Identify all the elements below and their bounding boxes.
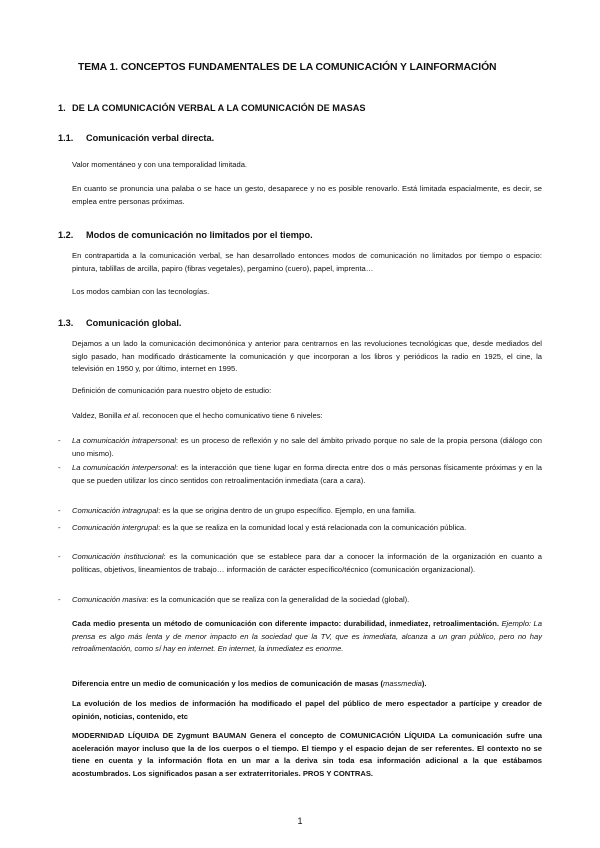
section-1-1-heading (58, 133, 214, 143)
paragraph: Valdez, Bonilla et al. reconocen que el hecho comunicativo tiene 6 niveles: (72, 411, 323, 420)
section-number: 1.2. (58, 230, 74, 240)
paragraph: Diferencia entre un medio de comunicación y los medios de comunicación de masas (massmedia). (72, 679, 427, 688)
section-title: Comunicación global. (86, 318, 182, 328)
list-term: Comunicación masiva (72, 595, 147, 604)
paragraph: En cuanto se pronuncia una palaba o se hace un gesto, desaparece y no es posible renovarlo. Está limitada espacialmente, es decir, se emplea entre personas próximas. (72, 184, 542, 206)
section-number: 1.3. (58, 318, 74, 328)
list-item: - Comunicación intergrupal: es la que se realiza en la comunidad local y está relacionada con la comunicación pública. (58, 523, 467, 532)
paragraph: Definición de comunicación para nuestro objeto de estudio: (72, 386, 272, 395)
paragraph: MODERNIDAD LÍQUIDA DE Zygmunt BAUMAN Genera el concepto de COMUNICACIÓN LÍQUIDA La comunicación sufre una aceleración mayor incluso que la de los cuerpos o el tiempo. El tiempo y el espacio dejan de ser referentes. El contexto no se tiene en cuenta y la información flota en un mar a la deriva sin toda esa información adicional a la que estábamos acostumbrados. Los significados pasan a ser extraterritoriales. PROS Y CONTRAS. (72, 731, 542, 778)
page-number: 1 (297, 816, 303, 826)
list-item: - Comunicación institucional: es la comunicación que se establece para dar a conocer la información de la organización en cuanto a políticas, objetivos, lineamientos de trabajo… información de carácter específico/técnico (comunicación organizacional). (58, 552, 543, 574)
list-term: Comunicación institucional (72, 552, 164, 561)
paragraph: Dejamos a un lado la comunicación decimonónica y anterior para centrarnos en las revoluciones tecnológicas que, desde mediados del siglo pasado, han modificado drásticamente la comunicación y que incorporan a los libros y periódicos la radio en 1925, el cine, la televisión en 1950 y, por último, internet en 1995. (72, 339, 542, 374)
paragraph: En contrapartida a la comunicación verbal, se han desarrollado entonces modos de comunicación no limitados por tiempo o espacio: pintura, tablillas de arcilla, papiro (fibras vegetales), pergamino (cuero), papel, imprenta… (72, 251, 542, 273)
section-1-2-heading (58, 230, 313, 240)
list-item: - La comunicación intrapersonal: es un proceso de reflexión y no sale del ámbito privado porque no sale de la propia persona (diálogo con uno mismo). (58, 436, 543, 458)
paragraph: Cada medio presenta un método de comunicación con diferente impacto: durabilidad, inmediatez, retroalimentación. Ejemplo: La prensa es algo más lenta y de menor impacto en la sociedad que la TV, que es inmediata, alcanza a un gran público, pero no hay retroalimentación, como sí hay en internet. En internet, la inmediatez es enorme. (72, 619, 542, 654)
paragraph: Los modos cambian con las tecnologías. (72, 287, 210, 296)
section-number: 1. (58, 103, 66, 113)
list-term: La comunicación interpersonal (72, 463, 176, 472)
section-number: 1.1. (58, 133, 74, 143)
list-item: - Comunicación intragrupal: es la que se origina dentro de un grupo específico. Ejemplo, en una familia. (58, 506, 417, 515)
section-1-3-heading (58, 318, 181, 328)
list-term: Comunicación intergrupal (72, 523, 159, 532)
section-1-heading (58, 103, 366, 113)
list-term: La comunicación intrapersonal (72, 436, 176, 445)
section-title: Comunicación verbal directa. (86, 133, 215, 143)
section-title: Modos de comunicación no limitados por el tiempo. (86, 230, 313, 240)
section-title: DE LA COMUNICACIÓN VERBAL A LA COMUNICACIÓN DE MASAS (72, 103, 366, 113)
list-item: - La comunicación interpersonal: es la interacción que tiene lugar en forma directa entre dos o más personas físicamente próximas y en la que se pueden utilizar los cinco sentidos con retroalimentación inmediata (cara a cara). (58, 463, 542, 485)
list-item: - Comunicación masiva: es la comunicación que se realiza con la generalidad de la sociedad (global). (58, 595, 410, 604)
document-title: TEMA 1. CONCEPTOS FUNDAMENTALES DE LA COMUNICACIÓN Y LAINFORMACIÓN (78, 62, 497, 73)
paragraph: Valor momentáneo y con una temporalidad limitada. (72, 160, 248, 169)
paragraph: La evolución de los medios de información ha modificado el papel del público de mero espectador a partícipe y creador de opinión, noticias, contenido, etc (72, 699, 542, 721)
list-term: Comunicación intragrupal (72, 506, 159, 515)
